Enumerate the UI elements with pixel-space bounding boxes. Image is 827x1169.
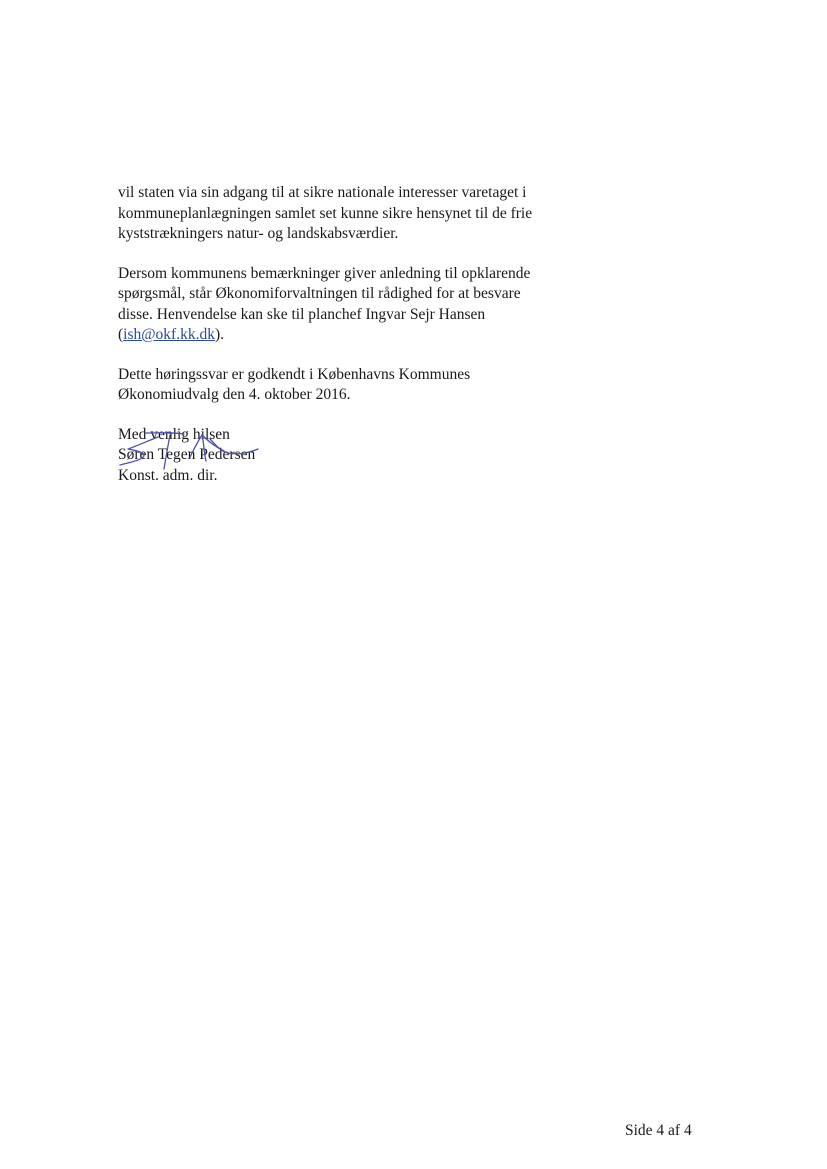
letter-body xyxy=(118,183,588,486)
text-line: vil staten via sin adgang til at sikre nationale interesser varetaget i xyxy=(118,184,527,201)
text-line: kommuneplanlægningen samlet set kunne sikre hensynet til de frie xyxy=(118,204,533,222)
paragraph-contact xyxy=(118,264,588,346)
signer-name: Søren Tegen Pedersen xyxy=(118,446,256,463)
paragraph-approval xyxy=(118,365,588,406)
email-prefix: ( xyxy=(118,326,124,343)
page-number: Side 4 af 4 xyxy=(625,1122,692,1139)
text-line-email xyxy=(118,325,588,346)
text-line: disse. Henvendelse kan ske til planchef Ingvar Sejr Hansen xyxy=(118,305,486,323)
closing-greeting: Med venlig hilsen xyxy=(118,425,230,443)
email-suffix: ). xyxy=(214,326,224,343)
text-line: Økonomiudvalg den 4. oktober 2016. xyxy=(118,386,351,403)
signer-title: Konst. adm. dir. xyxy=(118,466,218,484)
text-line: spørgsmål, står Økonomiforvaltningen til rådighed for at besvare xyxy=(118,285,521,302)
text-line: Dette høringssvar er godkendt i Københavns Kommunes xyxy=(118,365,471,383)
text-line: Dersom kommunens bemærkninger giver anledning til opklarende xyxy=(118,264,531,282)
email-link[interactable]: ish@okf.kk.dk xyxy=(123,326,215,343)
paragraph-coastal-values xyxy=(118,183,588,245)
text-line: kyststrækningers natur- og landskabsværdier. xyxy=(118,225,399,242)
closing-block xyxy=(118,425,588,487)
